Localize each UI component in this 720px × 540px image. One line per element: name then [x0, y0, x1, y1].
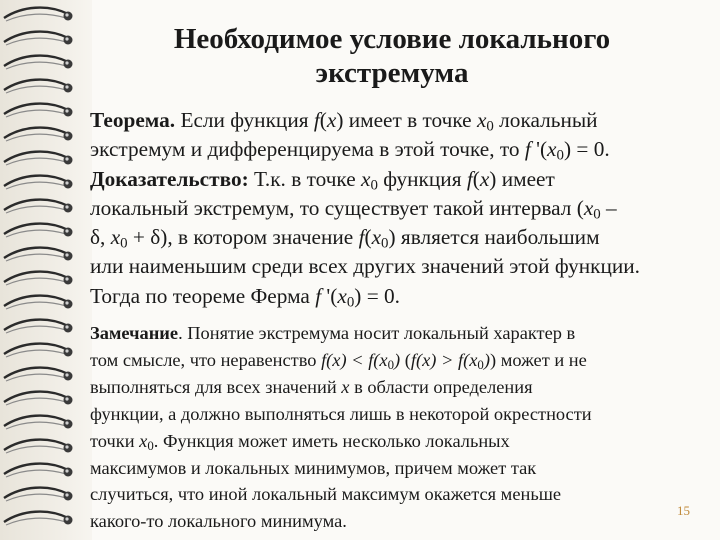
spiral-ring-icon	[4, 104, 73, 117]
math-x: x	[337, 283, 347, 308]
proof-line-2	[90, 194, 712, 223]
math-x: x	[476, 108, 487, 132]
math-x: x	[110, 225, 121, 250]
math-inequality: f(x) < f(x	[321, 349, 388, 370]
spiral-ring-icon	[4, 200, 73, 213]
text: ) может и не	[489, 349, 587, 370]
math-f: f	[358, 225, 365, 250]
remark-line-8: какого-то локального минимума.	[90, 511, 347, 532]
text: '(	[321, 283, 338, 308]
spiral-ring-icon	[4, 32, 73, 45]
notebook-spiral-binding	[0, 0, 92, 540]
text: Тогда по теореме Ферма	[90, 283, 316, 308]
text: точки	[90, 430, 140, 451]
math-f: f	[313, 108, 320, 132]
text: ) = 0.	[354, 283, 401, 308]
remark-label: Замечание	[90, 323, 179, 343]
subscript: 0	[387, 358, 395, 373]
subscript: 0	[120, 235, 128, 252]
spiral-ring-icon	[4, 272, 73, 285]
theorem-block	[90, 106, 712, 311]
spiral-ring-icon	[4, 128, 73, 141]
spiral-ring-icon	[4, 8, 73, 21]
remark-block	[90, 320, 712, 535]
remark-line-1	[90, 320, 712, 347]
math-x: x	[371, 225, 382, 250]
spiral-ring-icon	[4, 80, 73, 93]
subscript: 0	[593, 206, 601, 223]
text: локальный	[493, 108, 598, 132]
spiral-ring-icon	[4, 320, 73, 333]
spiral-ring-icon	[4, 296, 73, 309]
text: (	[319, 108, 327, 132]
spiral-ring-icon	[4, 56, 73, 69]
text: . Понятие экстремума носит локальный характер в	[178, 323, 576, 343]
spiral-ring-icon	[4, 368, 73, 381]
subscript: 0	[346, 294, 355, 311]
spiral-ring-icon	[4, 344, 73, 357]
proof-label: Доказательство:	[90, 166, 249, 191]
proof-line-5	[90, 282, 712, 311]
spiral-ring-icon	[4, 176, 73, 189]
text: Т.к. в точке	[248, 166, 362, 191]
text: (	[364, 225, 372, 250]
remark-line-4: функции, а должно выполняться лишь в некоторой окрестности	[90, 403, 592, 424]
spiral-rings	[0, 0, 92, 540]
spiral-ring-icon	[4, 488, 73, 501]
math-x: x	[479, 166, 490, 191]
title-line-2: экстремума	[315, 57, 469, 89]
subscript: 0	[486, 118, 494, 135]
text: . Функция может иметь несколько локальных	[153, 430, 510, 451]
math-f: f	[466, 166, 473, 191]
math-x: x	[583, 195, 594, 220]
subscript: 0	[556, 148, 564, 165]
proof-line-1	[90, 165, 712, 194]
remark-line-3	[90, 374, 712, 401]
text: Если функция	[175, 108, 314, 132]
text: ) = 0.	[563, 137, 610, 162]
subscript: 0	[370, 177, 378, 194]
title-line-1: Необходимое условие локального	[173, 23, 611, 55]
proof-line-3	[90, 223, 712, 252]
page-title	[92, 22, 692, 90]
text: (	[400, 349, 411, 370]
subscript: 0	[381, 235, 389, 252]
subscript: 0	[477, 358, 484, 373]
text: функция	[377, 166, 467, 191]
math-x: x	[547, 137, 557, 162]
text: ) имеет в точке	[336, 108, 477, 132]
math-paren: )	[483, 349, 490, 370]
text: том смысле, что неравенство	[90, 349, 322, 370]
math-x: x	[341, 376, 350, 397]
spiral-ring-icon	[4, 248, 73, 261]
math-x: x	[361, 166, 371, 191]
text: выполняться для всех значений	[90, 376, 342, 397]
math-paren: )	[394, 349, 401, 370]
text: локальный экстремум, то существует такой интервал (	[90, 195, 584, 220]
spiral-ring-icon	[4, 152, 73, 165]
spiral-ring-icon	[4, 224, 73, 237]
subscript: 0	[147, 438, 154, 453]
spiral-ring-icon	[4, 512, 73, 525]
spiral-ring-icon	[4, 464, 73, 477]
text: δ,	[90, 225, 111, 250]
spiral-ring-icon	[4, 392, 73, 405]
spiral-ring-icon	[4, 416, 73, 429]
proof-line-4: или наименьшим среди всех других значений этой функции.	[90, 254, 641, 279]
text: '(	[530, 137, 548, 162]
text: (	[472, 166, 480, 191]
remark-line-2	[90, 347, 712, 374]
theorem-line-1	[90, 106, 712, 135]
theorem-line-2	[90, 135, 712, 164]
math-x: x	[139, 430, 148, 451]
page-number: 15	[677, 503, 690, 518]
remark-line-5	[90, 428, 712, 455]
spiral-ring-icon	[4, 440, 73, 453]
math-inequality: f(x) > f(x	[410, 349, 478, 370]
text: ) является наибольшим	[388, 225, 600, 250]
math-x: x	[326, 108, 337, 132]
remark-line-7: случиться, что иной локальный максимум окажется меньше	[90, 484, 562, 505]
remark-line-6: максимумов и локальных минимумов, причем может так	[90, 457, 537, 478]
math-f: f	[524, 137, 531, 162]
text: в области определения	[349, 376, 533, 397]
theorem-label: Теорема.	[90, 108, 176, 132]
text: –	[600, 195, 617, 220]
text: ) имеет	[489, 166, 555, 191]
text: + δ), в котором значение	[127, 225, 359, 250]
math-f: f	[315, 283, 322, 308]
text: экстремум и дифференцируема в этой точке, то	[90, 137, 525, 162]
